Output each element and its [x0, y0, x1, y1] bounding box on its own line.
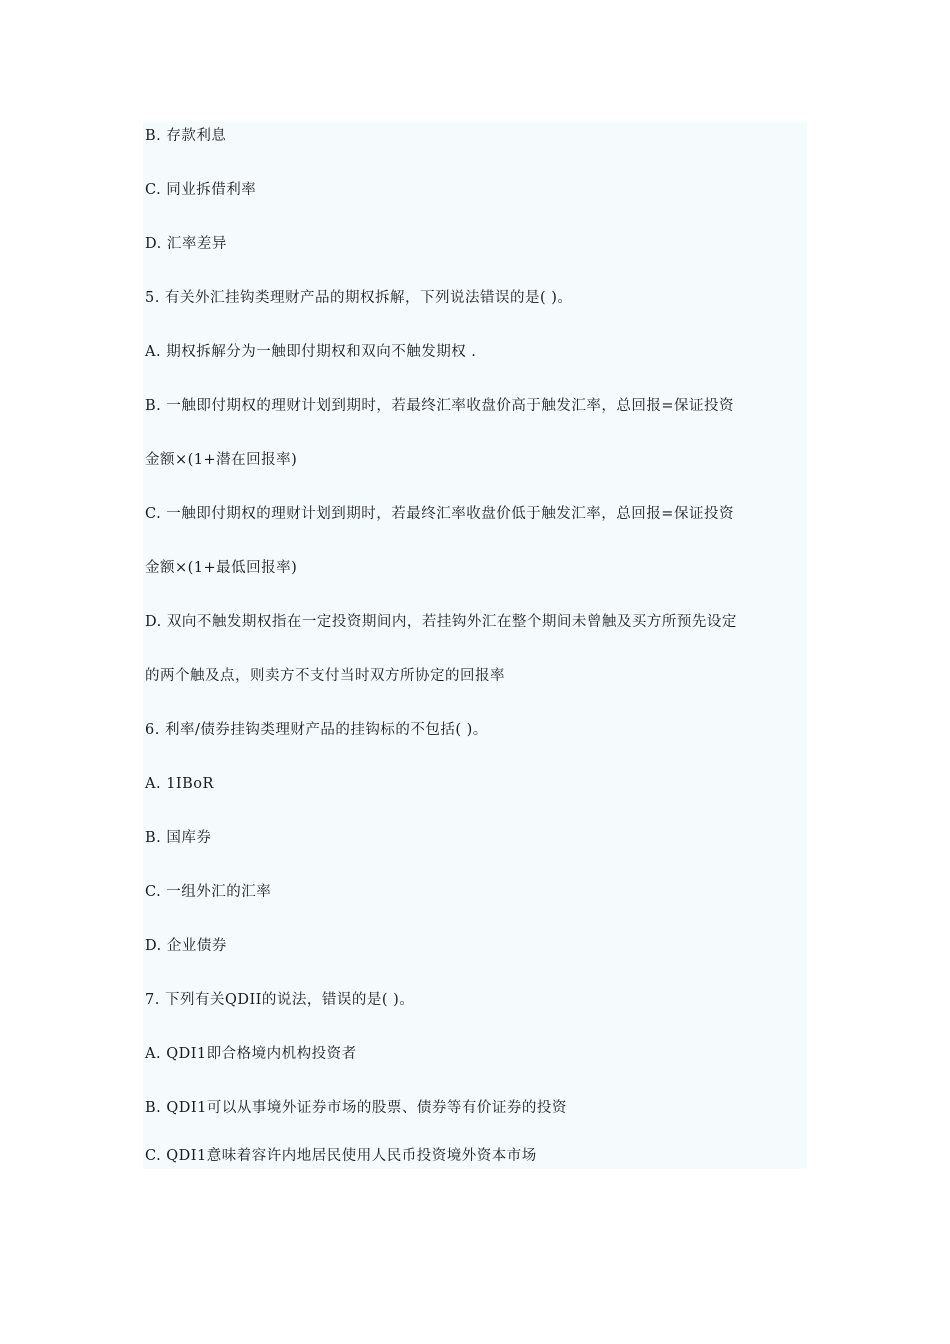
option-c-continuation: 金额×(1+最低回报率): [145, 560, 298, 576]
option-b-text: B. 国库券: [145, 830, 212, 846]
question-7-text: 7. 下列有关QDII的说法，错误的是( )。: [145, 992, 415, 1008]
option-b-text: B. 一触即付期权的理财计划到期时，若最终汇率收盘价高于触发汇率，总回报=保证投资: [145, 398, 735, 414]
option-c-text: C. QDI1意味着容许内地居民使用人民币投资境外资本市场: [145, 1148, 537, 1164]
question-6-text: 6. 利率/债券挂钩类理财产品的挂钩标的不包括( )。: [145, 722, 488, 738]
option-a-text: A. 1IBoR: [145, 776, 214, 792]
option-b-continuation: 金额×(1+潜在回报率): [145, 452, 298, 468]
question-5-text: 5. 有关外汇挂钩类理财产品的期权拆解，下列说法错误的是( )。: [145, 290, 573, 306]
option-b-text: B. 存款利息: [145, 128, 227, 144]
option-c-text: C. 一触即付期权的理财计划到期时，若最终汇率收盘价低于触发汇率，总回报=保证投资: [145, 506, 734, 522]
option-d-continuation: 的两个触及点，则卖方不支付当时双方所协定的回报率: [145, 668, 505, 684]
option-d-text: D. 汇率差异: [145, 236, 227, 252]
option-b-text: B. QDI1可以从事境外证券市场的股票、债券等有价证券的投资: [145, 1100, 567, 1116]
option-c-text: C. 同业拆借利率: [145, 182, 257, 198]
option-d-text: D. 双向不触发期权指在一定投资期间内，若挂钩外汇在整个期间未曾触及买方所预先设定: [145, 614, 737, 630]
exam-text-block: [143, 122, 807, 1169]
option-c-text: C. 一组外汇的汇率: [145, 884, 272, 900]
option-a-text: A. QDI1即合格境内机构投资者: [145, 1046, 357, 1062]
option-a-text: A. 期权拆解分为一触即付期权和双向不触发期权 .: [145, 344, 477, 360]
option-d-text: D. 企业债券: [145, 938, 227, 954]
